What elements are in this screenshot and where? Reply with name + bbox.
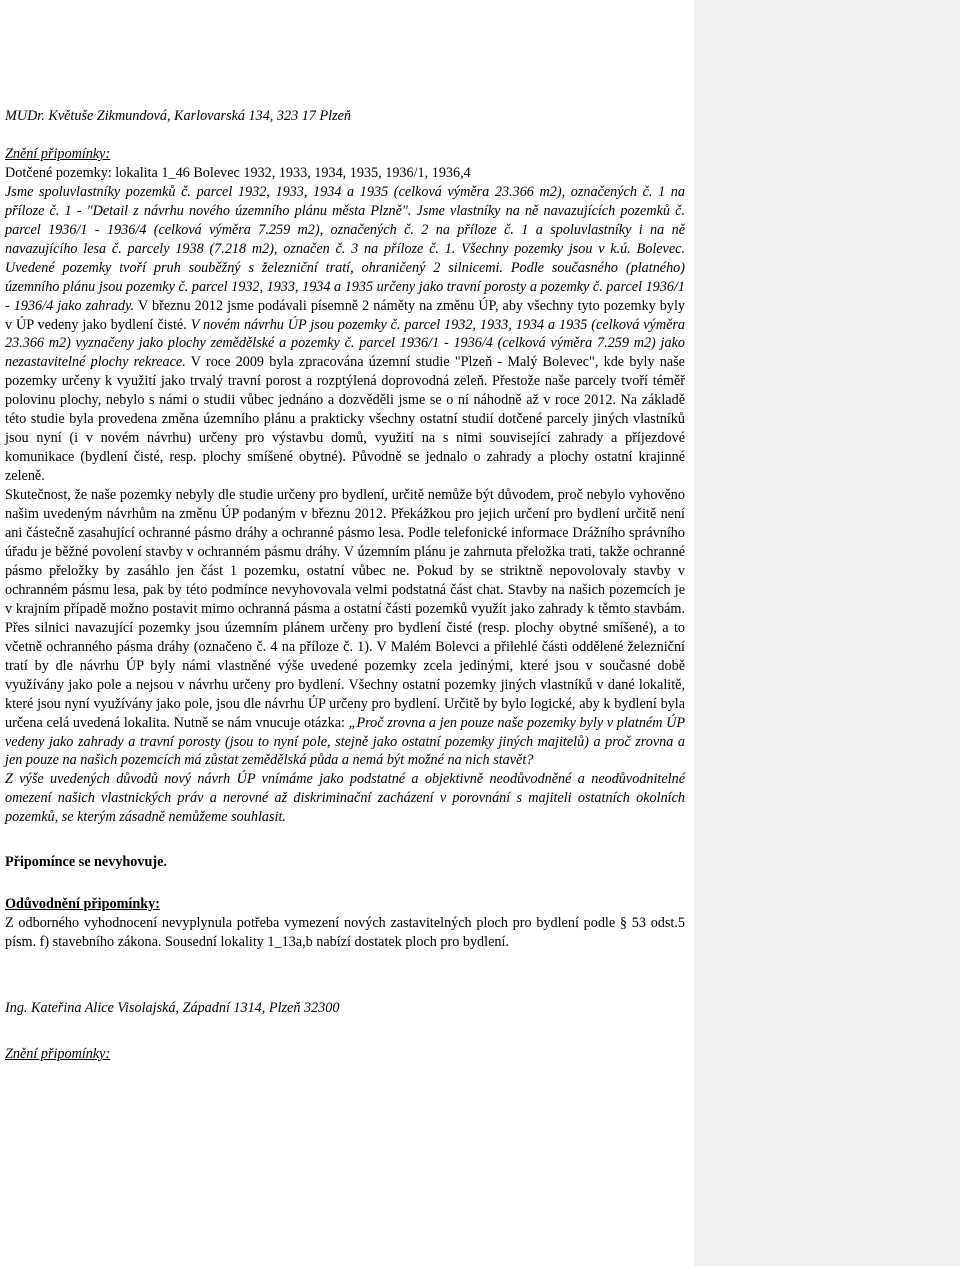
entry2-wording-heading: Znění připomínky:	[5, 1046, 111, 1063]
wording-text-regular-1: V březnu 2012 jsme podávali písemně 2 náměty na změnu ÚP, aby všechny tyto pozemky byly v ÚP vedeny jako bydlení čisté.	[5, 297, 685, 333]
entry1-wording-conclusion: Z výše uvedených důvodů nový návrh ÚP vnímáme jako podstatné a objektivně neodůvodněné a neodůvodnitelné omezení našich vlastnických práv a nerovné až diskriminační zacházení v porovnání s majiteli ostatních okolních pozemků, se kterým zásadně nemůžeme souhlasit.	[5, 771, 685, 826]
comment-margin	[694, 0, 960, 1266]
entry1-author: MUDr. Květuše Zikmundová, Karlovarská 134, 323 17 Plzeň	[5, 108, 351, 124]
entry1-wording-body	[5, 183, 685, 486]
wording-text-regular-3: Skutečnost, že naše pozemky nebyly dle studie určeny pro bydlení, určitě nemůže být důvodem, proč nebylo vyhověno našim uvedeným návrhům na změnu ÚP podaným v březnu 2012. Překážkou pro jejich určení pro bydlení určitě není ani částečně zasahující ochranné pásmo dráhy a ochranné pásmo lesa. Podle telefonické informace Drážního správního úřadu je běžné povolení stavby v ochranném pásmu dráhy. V územním plánu je zahrnuta přeložka trati, takže ochranné pásmo přeložky by zasáhlo jen část 1 pozemku, ostatní vůbec ne. Pokud by se striktně nepovolovaly stavby v ochranném pásmu lesa, pak by této podmínce nevyhovovala velmi podstatná část chat. Stavby na našich pozemcích je v krajním případě možno postavit mimo ochranná pásma a ostatní části pozemků využít jako zahrady k těmto stavbám. Přes silnici navazující pozemky jsou územním plánem určeny pro bydlení čisté (resp. plochy obytné smíšené), a to včetně ochranného pásma dráhy (označeno č. 4 na příloze č. 1). V Malém Bolevci a přilehlé části oddělené železniční tratí by dle návrhu ÚP byly námi vlastněné výše uvedené pozemky zcela jedinými, které jsou v současné době využívány jako pole a nejsou v návrhu určeny pro bydlení. Všechny ostatní pozemky jiných vlastníků v dané lokalitě, které jsou nyní využívány jako pole, jsou dle návrhu ÚP určeny pro bydlení. Určitě by bylo logické, aby k bydlení byla určena celá uvedená lokalita. Nutně se nám vnucuje otázka:	[5, 487, 685, 731]
wording-text-regular-2: V roce 2009 byla zpracována územní studie "Plzeň - Malý Bolevec", kde byly naše pozemky určeny k využití jako trvalý travní porost a rozptýlená doprovodná zeleň. Přestože naše parcely tvoří téměř polovinu plochy, nebylo s námi o studii vůbec jednáno a dozvěděli jsme se o ní náhodně až v roce 2012. Na základě této studie byla provedena změna územního plánu a prakticky všechny ostatní studií dotčené parcely jiných vlastníků jsou nyní (i v novém návrhu) určeny pro výstavbu domů, využití na s nimi související zahrady a příjezdové komunikace (bydlení čisté, resp. plochy smíšené obytné). Původně se jednalo o zahrady a plochy ostatní krajinné zeleně.	[5, 354, 685, 485]
entry1-affected-parcels: Dotčené pozemky: lokalita 1_46 Bolevec 1932, 1933, 1934, 1935, 1936/1, 1936,4	[5, 164, 471, 181]
wording-text-italic-1: Jsme spoluvlastníky pozemků č. parcel 1932, 1933, 1934 a 1935 (celková výměra 23.366 m2), označených č. 1 na příloze č. 1 - "Detail z návrhu nového územního plánu města Plzně". Jsme vlastníky na ně navazujících pozemků č. parcel 1936/1 - 1936/4 (celková výměra 7.259 m2), označených č. 2 na příloze č. 1 a spoluvlastníky i na ně navazujícího lesa č. parcely 1938 (7.218 m2), označen č. 3 na příloze č. 1. Všechny pozemky jsou v k.ú. Bolevec. Uvedené pozemky tvoří pruh souběžný s železniční tratí, ohraničený 2 silnicemi. Podle současného (platného) územního plánu jsou pozemky č. parcel 1932, 1933, 1934 a 1935 určeny jako travní porosty a pozemky č. parcel 1936/1 - 1936/4 jako zahrady.	[5, 183, 685, 314]
entry1-wording-heading: Znění připomínky:	[5, 145, 111, 162]
entry1-wording-body-2	[5, 486, 685, 770]
entry1-verdict: Připomínce se nevyhovuje.	[5, 854, 167, 871]
wording-text-italic-3: „Proč zrovna a jen pouze naše pozemky byly v platném ÚP vedeny jako zahrady a travní porosty (jsou to nyní pole, stejně jako ostatní pozemky jiných majitelů) a proč zrovna a jen pouze na našich pozemcích má zůstat zemědělská půda a nemá být možné na nich stavět?	[5, 714, 686, 769]
wording-text-italic-2: V novém návrhu ÚP jsou pozemky č. parcel 1932, 1933, 1934 a 1935 (celková výměra 23.366 m2) vyznačeny jako plochy zemědělské a pozemky č. parcel 1936/1 - 1936/4 (celková výměra 7.259 m2) jako nezastavitelné plochy rekreace.	[5, 316, 686, 371]
entry1-reason-heading: Odůvodnění připomínky:	[5, 896, 160, 913]
entry2-author: Ing. Kateřina Alice Visolajská, Západní 1314, Plzeň 32300	[5, 1000, 340, 1017]
entry1-reason-text: Z odborného vyhodnocení nevyplynula potřeba vymezení nových zastavitelných ploch pro bydlení podle § 53 odst.5 písm. f) stavebního zákona. Sousední lokality 1_13a,b nabízí dostatek ploch pro bydlení.	[5, 915, 685, 951]
document-body	[5, 107, 685, 1064]
